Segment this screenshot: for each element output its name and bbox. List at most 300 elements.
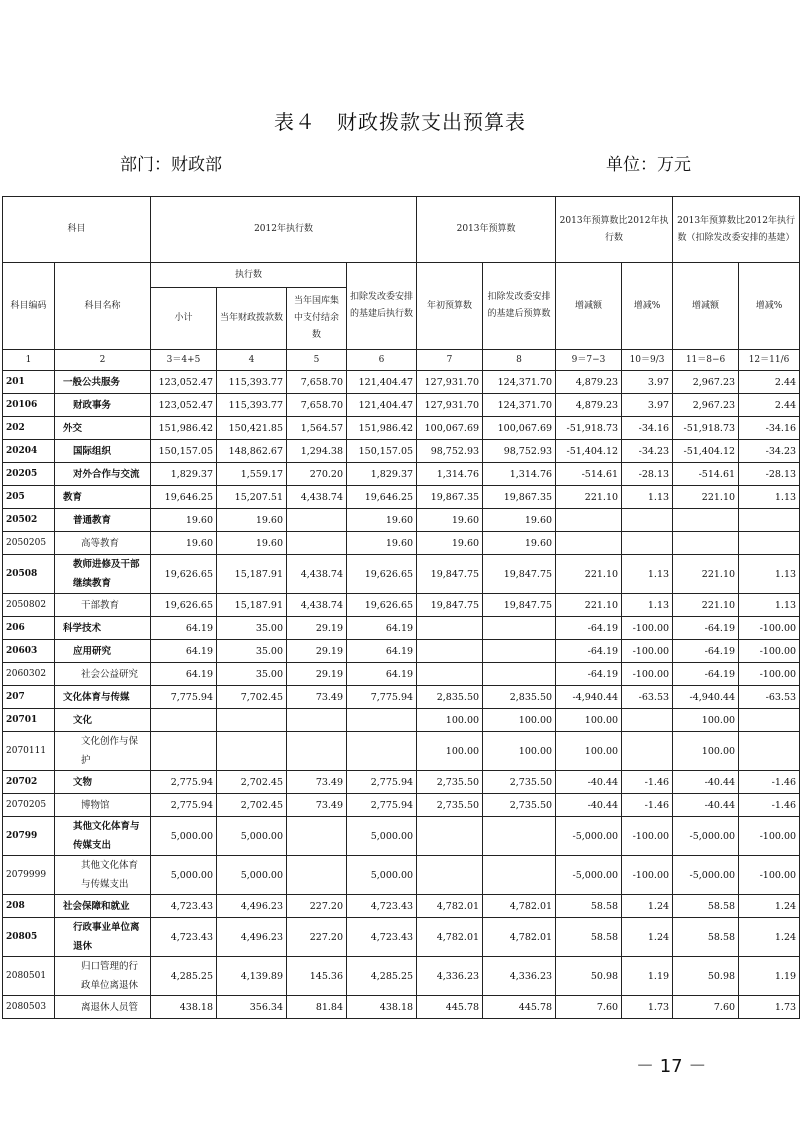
table-row [3,794,800,817]
value-cell: 19,646.25 [151,486,217,509]
value-cell: 64.19 [347,617,417,640]
value-cell: 58.58 [556,895,622,918]
subject-code: 20805 [3,918,55,957]
value-cell: 29.19 [287,617,347,640]
value-cell: 1.13 [739,594,800,617]
value-cell: 5,000.00 [347,856,417,895]
value-cell: 3.97 [622,394,673,417]
value-cell: 438.18 [347,996,417,1019]
value-cell: 227.20 [287,918,347,957]
value-cell: 5,000.00 [151,856,217,895]
value-cell: 15,187.91 [217,594,287,617]
column-index: 11＝8−6 [673,350,739,371]
value-cell: 1,294.38 [287,440,347,463]
table-row [3,617,800,640]
value-cell: -100.00 [739,640,800,663]
value-cell: 50.98 [673,957,739,996]
value-cell [622,709,673,732]
value-cell: 19,626.65 [347,555,417,594]
value-cell: -1.46 [739,794,800,817]
value-cell: 4,336.23 [483,957,556,996]
value-cell: 1.13 [739,555,800,594]
subject-code: 20701 [3,709,55,732]
value-cell: 58.58 [673,895,739,918]
value-cell: 19,847.75 [417,594,483,617]
value-cell: 29.19 [287,663,347,686]
value-cell: 19.60 [151,509,217,532]
value-cell: 4,723.43 [347,918,417,957]
value-cell: 5,000.00 [217,817,287,856]
value-cell: 100.00 [417,732,483,771]
subject-code: 2050802 [3,594,55,617]
header-treasury: 当年国库集中支付结余数 [287,288,347,350]
value-cell: 2,735.50 [483,794,556,817]
page-number: － 17 － [636,1056,707,1077]
value-cell: 150,157.05 [347,440,417,463]
subject-code: 20508 [3,555,55,594]
column-index: 4 [217,350,287,371]
value-cell: -5,000.00 [556,817,622,856]
value-cell: 19,626.65 [347,594,417,617]
subject-code: 2070111 [3,732,55,771]
table-row [3,486,800,509]
value-cell [622,532,673,555]
table-row [3,856,800,895]
value-cell: 35.00 [217,617,287,640]
value-cell: 221.10 [556,486,622,509]
value-cell: 19,847.75 [483,594,556,617]
value-cell: 115,393.77 [217,371,287,394]
value-cell: 4,285.25 [347,957,417,996]
value-cell: 15,187.91 [217,555,287,594]
subject-code: 2079999 [3,856,55,895]
value-cell [417,617,483,640]
table-row [3,663,800,686]
subject-name: 文化 [55,709,151,732]
value-cell: -100.00 [739,617,800,640]
value-cell: 150,421.85 [217,417,287,440]
value-cell: 145.36 [287,957,347,996]
table-row [3,440,800,463]
value-cell: 356.34 [217,996,287,1019]
value-cell: -5,000.00 [673,856,739,895]
value-cell [417,663,483,686]
value-cell: 58.58 [556,918,622,957]
value-cell: 2.44 [739,394,800,417]
page-title: 表４ 财政拨款支出预算表 [274,110,526,134]
subject-code: 2070205 [3,794,55,817]
header-code: 科目编码 [3,263,55,350]
value-cell: 124,371.70 [483,371,556,394]
value-cell: 115,393.77 [217,394,287,417]
value-cell: 148,862.67 [217,440,287,463]
table-row [3,371,800,394]
subject-name: 国际组织 [55,440,151,463]
value-cell: 64.19 [347,663,417,686]
subject-name: 干部教育 [55,594,151,617]
table-row [3,957,800,996]
value-cell [417,856,483,895]
value-cell: -1.46 [739,771,800,794]
header-name: 科目名称 [55,263,151,350]
subject-code: 20205 [3,463,55,486]
column-index: 10＝9/3 [622,350,673,371]
value-cell: 2.44 [739,371,800,394]
value-cell: 5,000.00 [217,856,287,895]
value-cell [739,532,800,555]
value-cell: 121,404.47 [347,371,417,394]
subject-code: 2050205 [3,532,55,555]
value-cell: -34.23 [739,440,800,463]
value-cell [151,732,217,771]
header-excl-exec: 扣除发改委安排的基建后执行数 [347,263,417,350]
subject-code: 20204 [3,440,55,463]
subject-code: 2080501 [3,957,55,996]
value-cell: 1.24 [622,895,673,918]
value-cell: 19.60 [417,509,483,532]
value-cell: 7,702.45 [217,686,287,709]
subject-code: 2080503 [3,996,55,1019]
value-cell [483,617,556,640]
value-cell: -64.19 [673,640,739,663]
subject-name: 其他文化体育与传媒支出 [55,817,151,856]
subject-name: 科学技术 [55,617,151,640]
value-cell: 4,438.74 [287,555,347,594]
value-cell: 7,658.70 [287,394,347,417]
value-cell: 151,986.42 [347,417,417,440]
column-index: 6 [347,350,417,371]
value-cell: 1.73 [622,996,673,1019]
value-cell: -100.00 [622,663,673,686]
value-cell: 100.00 [673,709,739,732]
value-cell: 123,052.47 [151,371,217,394]
value-cell: 2,775.94 [347,771,417,794]
value-cell: -64.19 [673,663,739,686]
value-cell: 2,735.50 [417,794,483,817]
value-cell [347,732,417,771]
subject-code: 20799 [3,817,55,856]
column-index: 5 [287,350,347,371]
value-cell: 2,835.50 [483,686,556,709]
value-cell: 19,626.65 [151,594,217,617]
column-index: 9＝7−3 [556,350,622,371]
subject-name: 外交 [55,417,151,440]
value-cell: 1,829.37 [347,463,417,486]
header-initial-budget: 年初预算数 [417,263,483,350]
value-cell: 7,775.94 [151,686,217,709]
value-cell: 2,775.94 [151,794,217,817]
value-cell: -34.16 [739,417,800,440]
value-cell: 1.13 [739,486,800,509]
value-cell: 100.00 [483,709,556,732]
value-cell: 4,782.01 [483,895,556,918]
value-cell: 124,371.70 [483,394,556,417]
value-cell [622,732,673,771]
value-cell [287,817,347,856]
value-cell: 2,835.50 [417,686,483,709]
value-cell [287,856,347,895]
subject-name: 文化创作与保护 [55,732,151,771]
column-index: 3＝4+5 [151,350,217,371]
value-cell: 270.20 [287,463,347,486]
value-cell: 4,879.23 [556,371,622,394]
value-cell: 64.19 [347,640,417,663]
value-cell: 73.49 [287,686,347,709]
value-cell: 19.60 [483,509,556,532]
value-cell: 5,000.00 [347,817,417,856]
subject-name: 普通教育 [55,509,151,532]
value-cell: 4,782.01 [417,918,483,957]
subject-name: 归口管理的行政单位离退休 [55,957,151,996]
subject-code: 20603 [3,640,55,663]
header-excl-budget: 扣除发改委安排的基建后预算数 [483,263,556,350]
value-cell: 19.60 [151,532,217,555]
header-inc-pct-2: 增减% [739,263,800,350]
value-cell: 121,404.47 [347,394,417,417]
subject-name: 社会保障和就业 [55,895,151,918]
subject-code: 208 [3,895,55,918]
value-cell: 221.10 [673,486,739,509]
value-cell: 1,314.76 [417,463,483,486]
value-cell: 4,496.23 [217,895,287,918]
value-cell: 58.58 [673,918,739,957]
subject-code: 206 [3,617,55,640]
value-cell: 4,336.23 [417,957,483,996]
table-row [3,732,800,771]
value-cell: 1,559.17 [217,463,287,486]
value-cell: -51,404.12 [556,440,622,463]
header-curr-alloc: 当年财政拨款数 [217,288,287,350]
header-exec-count: 执行数 [151,263,347,288]
subject-name: 对外合作与交流 [55,463,151,486]
value-cell: 2,967.23 [673,394,739,417]
value-cell: 29.19 [287,640,347,663]
header-inc-amt-2: 增减额 [673,263,739,350]
value-cell: -63.53 [622,686,673,709]
value-cell: 7,658.70 [287,371,347,394]
table-row [3,996,800,1019]
value-cell: 4,723.43 [347,895,417,918]
value-cell: 64.19 [151,640,217,663]
value-cell: 73.49 [287,794,347,817]
subject-code: 20702 [3,771,55,794]
value-cell: 4,782.01 [483,918,556,957]
value-cell: 221.10 [673,594,739,617]
value-cell: 19.60 [483,532,556,555]
value-cell: 4,438.74 [287,594,347,617]
value-cell: -28.13 [739,463,800,486]
department-label: 部门：财政部 [120,155,222,175]
table-row [3,394,800,417]
subject-code: 207 [3,686,55,709]
value-cell [483,856,556,895]
value-cell: 73.49 [287,771,347,794]
value-cell [417,640,483,663]
value-cell: -51,918.73 [673,417,739,440]
value-cell: 7.60 [556,996,622,1019]
value-cell [673,509,739,532]
value-cell: 19.60 [217,509,287,532]
header-subject: 科目 [3,197,151,263]
value-cell: 445.78 [417,996,483,1019]
subject-name: 行政事业单位离退休 [55,918,151,957]
value-cell: -51,918.73 [556,417,622,440]
subject-name: 高等教育 [55,532,151,555]
value-cell: -34.16 [622,417,673,440]
value-cell: 1.73 [739,996,800,1019]
value-cell: -63.53 [739,686,800,709]
value-cell: 98,752.93 [483,440,556,463]
value-cell: 221.10 [556,555,622,594]
value-cell: 3.97 [622,371,673,394]
value-cell: -5,000.00 [673,817,739,856]
value-cell: 100.00 [556,732,622,771]
subject-code: 20502 [3,509,55,532]
value-cell: 5,000.00 [151,817,217,856]
value-cell [673,532,739,555]
value-cell: 151,986.42 [151,417,217,440]
value-cell: 4,285.25 [151,957,217,996]
value-cell: 64.19 [151,617,217,640]
table-row [3,594,800,617]
value-cell: 19,847.75 [417,555,483,594]
header-compare-2: 2013年预算数比2012年执行数（扣除发改委安排的基建） [673,197,800,263]
value-cell: -514.61 [673,463,739,486]
value-cell: 15,207.51 [217,486,287,509]
subject-code: 20106 [3,394,55,417]
value-cell: 2,702.45 [217,771,287,794]
subject-name: 博物馆 [55,794,151,817]
subject-code: 205 [3,486,55,509]
column-index: 12＝11/6 [739,350,800,371]
value-cell: 19,867.35 [417,486,483,509]
value-cell [287,709,347,732]
column-index: 1 [3,350,55,371]
value-cell [417,817,483,856]
value-cell: 19.60 [347,509,417,532]
value-cell: 221.10 [673,555,739,594]
value-cell: 1.13 [622,486,673,509]
value-cell: -64.19 [673,617,739,640]
table-row [3,509,800,532]
value-cell: -100.00 [622,640,673,663]
subject-code: 202 [3,417,55,440]
value-cell: 64.19 [151,663,217,686]
value-cell: 438.18 [151,996,217,1019]
value-cell: 100.00 [417,709,483,732]
value-cell: 150,157.05 [151,440,217,463]
header-subtotal: 小计 [151,288,217,350]
subject-name: 财政事务 [55,394,151,417]
subject-name: 应用研究 [55,640,151,663]
subject-name: 教育 [55,486,151,509]
value-cell: -64.19 [556,617,622,640]
value-cell: 1,564.57 [287,417,347,440]
table-row [3,709,800,732]
table-row [3,686,800,709]
value-cell: -40.44 [556,794,622,817]
subject-code: 201 [3,371,55,394]
value-cell [739,509,800,532]
value-cell: 4,496.23 [217,918,287,957]
value-cell: -28.13 [622,463,673,486]
value-cell: 445.78 [483,996,556,1019]
value-cell: -100.00 [622,856,673,895]
value-cell: 1,314.76 [483,463,556,486]
header-inc-pct: 增减% [622,263,673,350]
table-row [3,417,800,440]
header-exec-2012: 2012年执行数 [151,197,417,263]
column-index: 7 [417,350,483,371]
value-cell: 1.24 [739,918,800,957]
value-cell: -100.00 [739,817,800,856]
value-cell: 19,867.35 [483,486,556,509]
value-cell: 2,967.23 [673,371,739,394]
table-row [3,555,800,594]
value-cell: 1.13 [622,555,673,594]
value-cell [287,532,347,555]
header-compare-1: 2013年预算数比2012年执行数 [556,197,673,263]
value-cell [287,732,347,771]
table-row [3,817,800,856]
value-cell: 4,782.01 [417,895,483,918]
header-budget-2013: 2013年预算数 [417,197,556,263]
value-cell: 19,847.75 [483,555,556,594]
subject-name: 文物 [55,771,151,794]
value-cell: 50.98 [556,957,622,996]
value-cell: -40.44 [673,771,739,794]
table-row [3,895,800,918]
value-cell: 2,775.94 [151,771,217,794]
value-cell: -100.00 [622,617,673,640]
value-cell: 100.00 [483,732,556,771]
value-cell: -4,940.44 [556,686,622,709]
value-cell: 7.60 [673,996,739,1019]
value-cell: -64.19 [556,663,622,686]
value-cell: 127,931.70 [417,394,483,417]
value-cell: -40.44 [673,794,739,817]
value-cell: 1.19 [622,957,673,996]
value-cell: 4,438.74 [287,486,347,509]
value-cell: 227.20 [287,895,347,918]
subject-name: 一般公共服务 [55,371,151,394]
value-cell [217,732,287,771]
subject-code: 2060302 [3,663,55,686]
value-cell [483,640,556,663]
value-cell: 100.00 [556,709,622,732]
subject-name: 教师进修及干部继续教育 [55,555,151,594]
value-cell: 1.19 [739,957,800,996]
value-cell: 100.00 [673,732,739,771]
value-cell [347,709,417,732]
unit-label: 单位：万元 [606,155,691,175]
subject-name: 其他文化体育与传媒支出 [55,856,151,895]
value-cell: 127,931.70 [417,371,483,394]
value-cell: 123,052.47 [151,394,217,417]
value-cell [483,817,556,856]
value-cell: 2,775.94 [347,794,417,817]
value-cell: 2,735.50 [417,771,483,794]
value-cell: -1.46 [622,794,673,817]
value-cell: 100,067.69 [417,417,483,440]
value-cell: 221.10 [556,594,622,617]
value-cell: 2,735.50 [483,771,556,794]
subject-name: 文化体育与传媒 [55,686,151,709]
value-cell: 19.60 [217,532,287,555]
value-cell: 1.13 [622,594,673,617]
value-cell: 19,646.25 [347,486,417,509]
value-cell: 19.60 [417,532,483,555]
